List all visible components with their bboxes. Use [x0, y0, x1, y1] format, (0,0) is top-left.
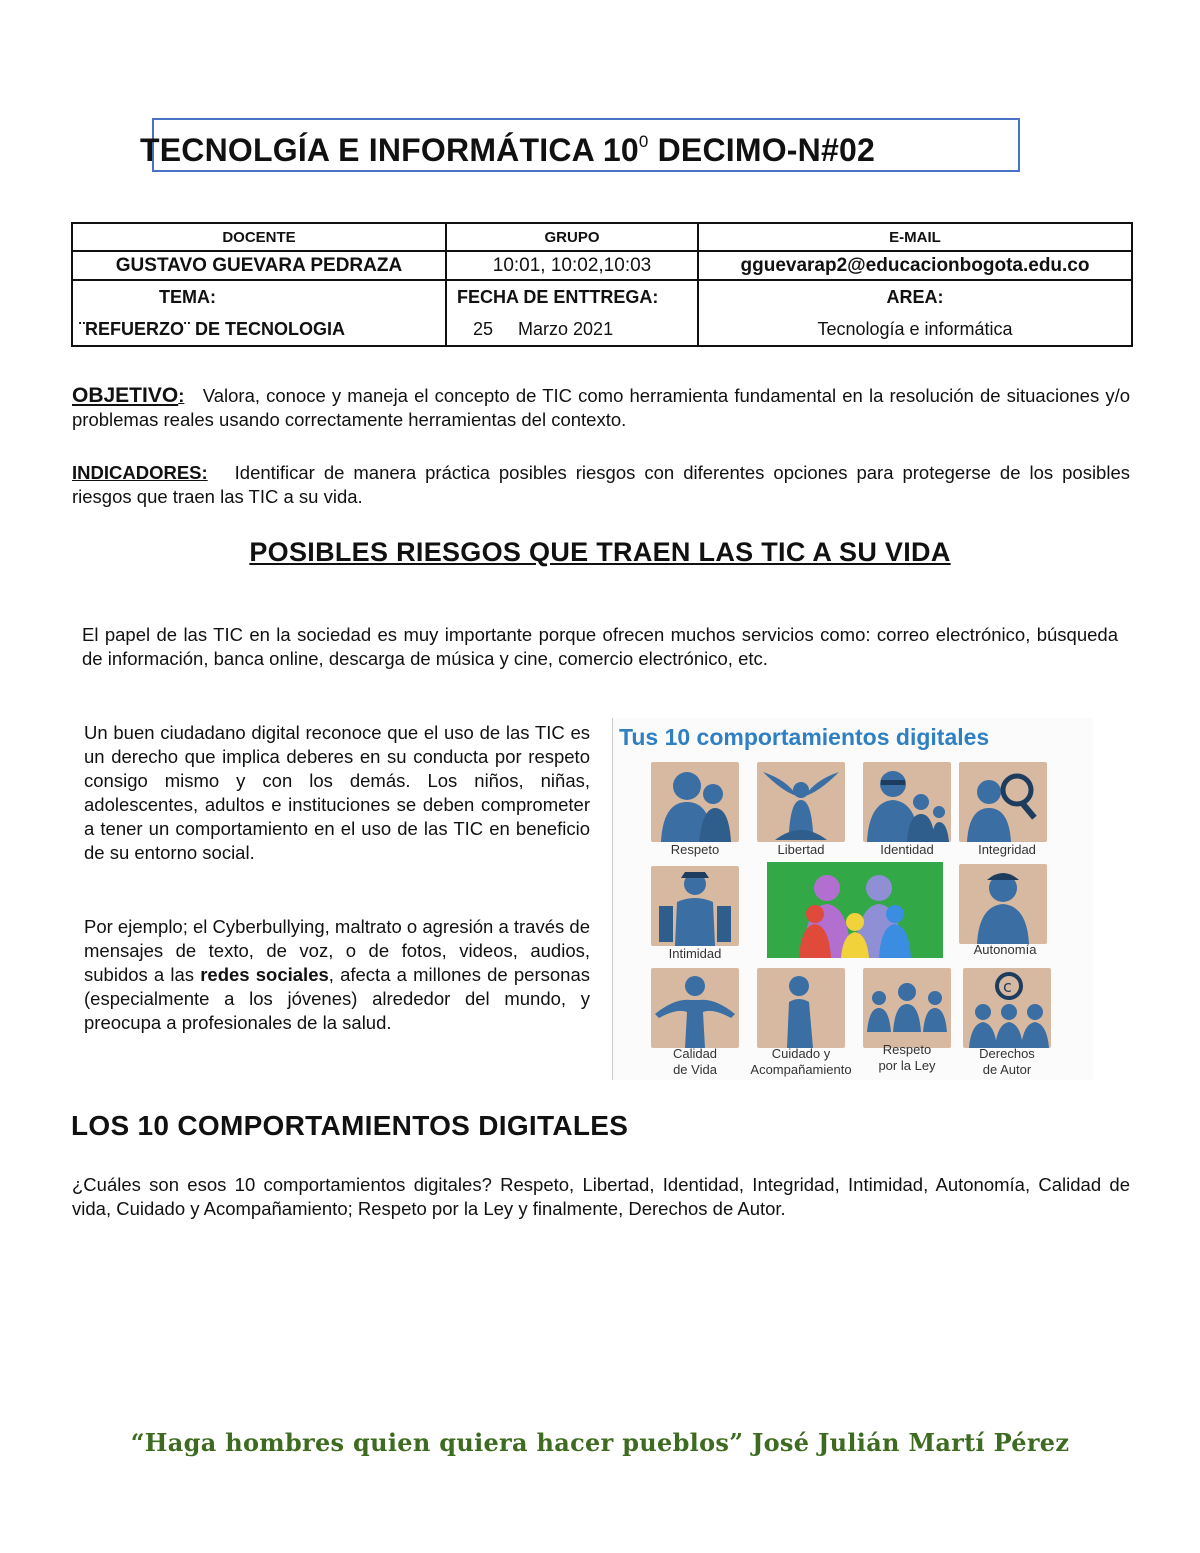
- indicadores-label: INDICADORES:: [72, 462, 208, 483]
- table-header-row: [72, 223, 1132, 251]
- svg-text:c: c: [1003, 977, 1012, 996]
- grupo-value: 10:01, 10:02,10:03: [446, 251, 698, 280]
- caption-integridad: Integridad: [978, 842, 1036, 857]
- footer-quote: “Haga hombres quien quiera hacer pueblos” José Julián Martí Pérez: [130, 1428, 1070, 1457]
- autonomia-icon: [959, 864, 1047, 944]
- objetivo-paragraph: OBJETIVO: Valora, conoce y maneja el concepto de TIC como herramienta fundamental en la resolución de situaciones y/o problemas reales usando correctamente herramientas del contexto.: [72, 384, 1131, 430]
- calidad-tile: [651, 968, 739, 1048]
- caption-calidad-vida: Calidad de Vida: [672, 1046, 718, 1077]
- section-heading-riesgos: POSIBLES RIESGOS QUE TRAEN LAS TIC A SU VIDA: [249, 537, 951, 567]
- respeto-ley-tile: [863, 968, 951, 1048]
- grupo-label: GRUPO: [446, 223, 698, 251]
- center-family-tile: [767, 862, 943, 958]
- fecha-cell: [446, 280, 698, 346]
- intimidad-icon: [651, 866, 739, 946]
- tema-label: TEMA:: [159, 287, 216, 307]
- caption-autonomia: Autonomía: [973, 942, 1037, 957]
- cuidado-icon: [757, 968, 845, 1048]
- caption-identidad: Identidad: [880, 842, 934, 857]
- tema-value: ¨REFUERZO¨ DE TECNOLOGIA: [79, 319, 345, 339]
- docente-value: GUSTAVO GUEVARA PEDRAZA: [72, 251, 446, 280]
- caption-libertad: Libertad: [777, 842, 825, 857]
- email-label: E-MAIL: [698, 223, 1132, 251]
- respeto-ley-icon: [863, 968, 951, 1048]
- fecha-label: FECHA DE ENTTREGA:: [457, 287, 659, 307]
- identidad-tile: [863, 762, 951, 842]
- figure-title: Tus 10 comportamientos digitales: [619, 724, 990, 750]
- indicadores-paragraph: [72, 461, 1130, 509]
- autonomia-tile: [959, 864, 1047, 944]
- caption-intimidad: Intimidad: [668, 946, 722, 961]
- cyberbullying-paragraph: Por ejemplo; el Cyberbullying, maltrato o agresión a través de mensajes de texto, de voz, o de fotos, videos, audios, subidos a las redes sociales, afecta a millones de personas (especialmente a los jóvenes) alrededor del mundo, y preocupa a profesionales de la salud.: [84, 916, 590, 1033]
- area-label: AREA:: [886, 287, 944, 307]
- section-heading-comportamientos: LOS 10 COMPORTAMIENTOS DIGITALES: [71, 1110, 629, 1141]
- behaviors-paragraph: ¿Cuáles son esos 10 comportamientos digitales? Respeto, Libertad, Identidad, Integridad, Intimidad, Autonomía, Calidad de vida, Cuidado y Acompañamiento; Respeto por la Ley y finalmente, Derechos de Autor.: [72, 1174, 1130, 1219]
- caption-respeto-ley: Respeto por la Ley: [878, 1042, 936, 1073]
- page-title: TECNOLGÍA E INFORMÁTICA $10^0$ DECIMO-N#02: [140, 132, 875, 168]
- caption-cuidado: Cuidado y Acompañamiento: [750, 1046, 852, 1077]
- integridad-tile: [959, 762, 1047, 842]
- derechos-autor-tile: [963, 968, 1051, 1048]
- ciudadano-paragraph: Un buen ciudadano digital reconoce que el uso de las TIC es un derecho que implica deberes en su conducta por respeto consigo mismo y con los demás. Los niños, niñas, adolescentes, adultos e instituciones se deben comprometer a tener un comportamiento en el uso de las TIC en beneficio de su entorno social.: [84, 722, 590, 863]
- respeto-tile: [651, 762, 739, 842]
- fecha-value: 25 Marzo 2021: [473, 319, 614, 339]
- objetivo-label: OBJETIVO: [72, 384, 179, 407]
- cuidado-tile: [757, 968, 845, 1048]
- copyright-icon: [963, 968, 1051, 1048]
- area-value: Tecnología e informática: [817, 319, 1013, 339]
- calidad-vida-icon: [651, 968, 739, 1048]
- intro-paragraph: El papel de las TIC en la sociedad es muy importante porque ofrecen muchos servicios como: correo electrónico, búsqueda de información, banca online, descarga de música y cine, comercio electrónico, etc.: [82, 624, 1118, 669]
- family-icon: [767, 862, 943, 958]
- docente-label: DOCENTE: [72, 223, 446, 251]
- behaviors-figure: [612, 718, 1093, 1080]
- integridad-icon: [959, 762, 1047, 842]
- table-value-row: [72, 251, 1132, 280]
- caption-respeto: Respeto: [670, 842, 720, 857]
- identidad-icon: [863, 762, 951, 842]
- respeto-icon: [651, 762, 739, 842]
- tema-cell: [72, 280, 446, 346]
- libertad-tile: [757, 762, 845, 842]
- libertad-icon: [757, 762, 845, 842]
- title-superscript: 0: [638, 132, 649, 151]
- indicadores-text: Identificar de manera práctica posibles riesgos con diferentes opciones para protegerse de los posibles riesgos que traen las TIC a su vida.: [72, 462, 1130, 507]
- caption-derechos-autor: Derechos de Autor: [979, 1046, 1035, 1077]
- redes-sociales-bold: redes sociales: [200, 964, 329, 985]
- table-topic-row: [72, 280, 1132, 346]
- area-cell: [698, 280, 1132, 346]
- intimidad-tile: [651, 866, 739, 946]
- objetivo-text: Valora, conoce y maneja el concepto de TIC como herramienta fundamental en la resolución de situaciones y/o problemas reales usando correctamente herramientas del contexto.: [72, 385, 1131, 430]
- info-table: [71, 222, 1133, 347]
- email-value: gguevarap2@educacionbogota.edu.co: [698, 251, 1132, 280]
